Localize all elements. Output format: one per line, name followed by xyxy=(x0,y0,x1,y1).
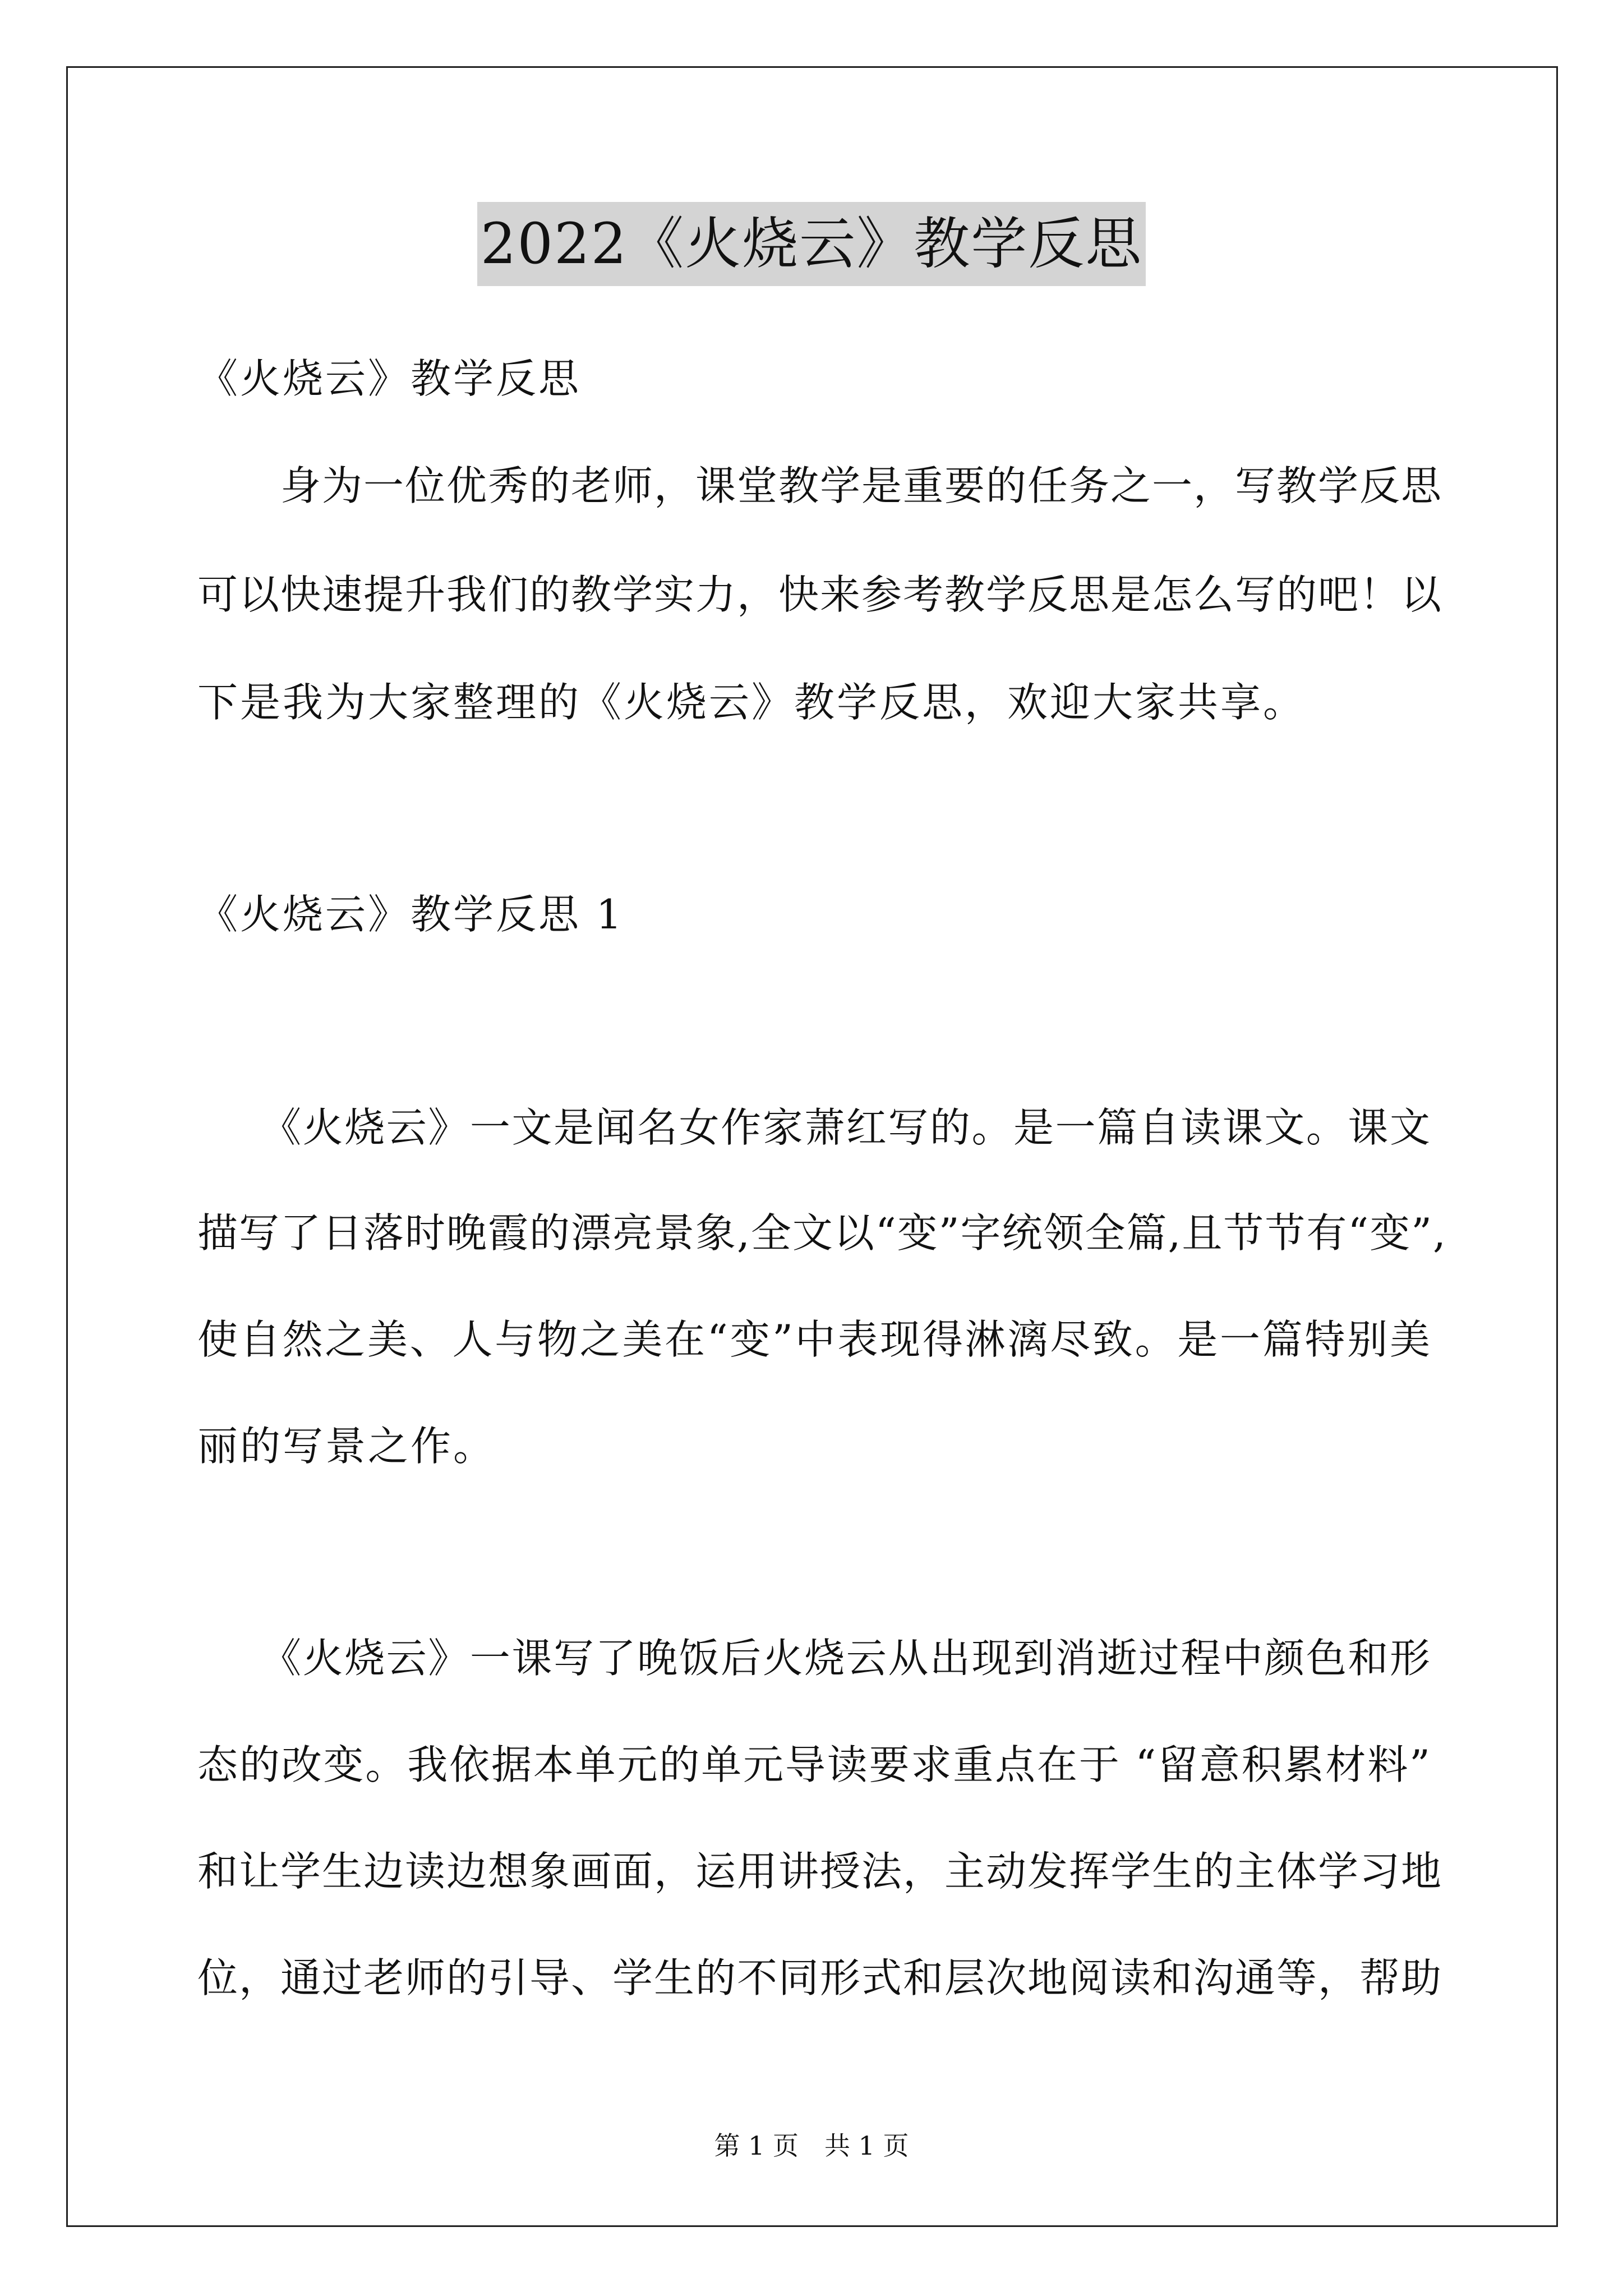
intro-line-1: 身为一位优秀的老师，课堂教学是重要的任务之一，写教学反思 xyxy=(197,462,1443,509)
page-footer: 第 1 页 共 1 页 xyxy=(714,2131,909,2161)
intro-line-2: 可以快速提升我们的教学实力，快来参考教学反思是怎么写的吧！以 xyxy=(197,571,1443,618)
para2-line-1: 《火烧云》一课写了晚饭后火烧云从出现到消逝过程中颜色和形 xyxy=(197,1635,1431,1682)
title-container xyxy=(0,202,1623,286)
para1-line-2: 描写了日落时晚霞的漂亮景象,全文以“变”字统领全篇,且节节有“变”, xyxy=(197,1209,1447,1257)
para2-line-4: 位，通过老师的引导、学生的不同形式和层次地阅读和沟通等，帮助 xyxy=(197,1954,1443,2001)
para2-line-2: 态的改变。我依据本单元的单元导读要求重点在于 “留意积累材料” xyxy=(197,1741,1431,1788)
document-title: 2022《火烧云》教学反思 xyxy=(477,202,1146,286)
subsection-heading-1: 《火烧云》教学反思 1 xyxy=(197,891,624,938)
para1-line-4: 丽的写景之作。 xyxy=(197,1423,496,1470)
para2-line-3: 和让学生边读边想象画面，运用讲授法，主动发挥学生的主体学习地 xyxy=(197,1848,1443,1895)
para1-line-3: 使自然之美、人与物之美在“变”中表现得淋漓尽致。是一篇特别美 xyxy=(197,1316,1431,1363)
intro-line-3: 下是我为大家整理的《火烧云》教学反思，欢迎大家共享。 xyxy=(197,679,1306,726)
section-heading: 《火烧云》教学反思 xyxy=(197,355,582,402)
para1-line-1: 《火烧云》一文是闻名女作家萧红写的。是一篇自读课文。课文 xyxy=(197,1104,1431,1151)
